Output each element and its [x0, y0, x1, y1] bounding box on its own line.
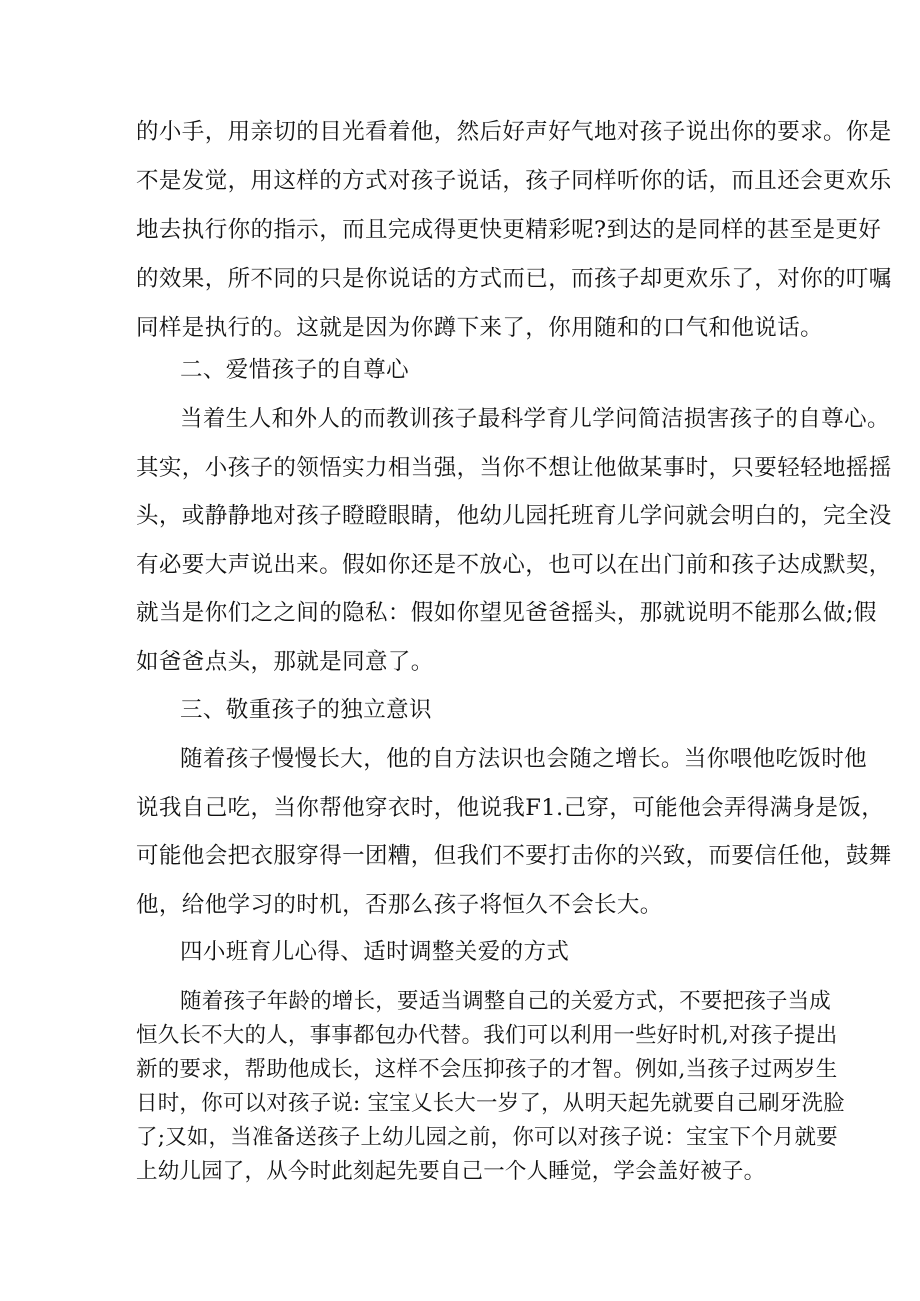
text-line: 当着生人和外人的而教训孩子最科学育儿学问简洁损害孩子的自尊心。	[180, 406, 890, 432]
text-line: 有必要大声说出来。假如你还是不放心，也可以在出门前和孩子达成默契，	[136, 551, 892, 578]
heading-text: 四小班育儿心得、适时调整关爱的方式	[180, 939, 570, 965]
heading-text: 二、爱惜孩子的自尊心	[180, 357, 410, 383]
text-line: 可能他会把衣服穿得一团糟，但我们不要打击你的兴致，而要信任他，鼓舞	[136, 843, 892, 869]
text-line: 了;又如，当准备送孩子上幼儿园之前，你可以对孩子说：宝宝下个月就要	[136, 1125, 838, 1150]
text-line: 随着孩子年龄的增长，要适当调整自己的关爱方式，不要把孩子当成	[180, 989, 832, 1014]
text-line: 头，或静静地对孩子瞪瞪眼睛，他幼儿园托班育儿学问就会明白的，完全没	[136, 503, 892, 529]
text-line: 的小手，用亲切的目光看着他，然后好声好气地对孩子说出你的要求。你是	[136, 119, 892, 145]
section-heading-4	[136, 937, 796, 967]
text-line: 就当是你们之之间的隐私：假如你望见爸爸摇头，那就说明不能那么做;假	[136, 600, 877, 626]
text-line: 日时，你可以对孩子说: 宝宝乂长大一岁了，从明天起先就要自己刷牙洗脸	[136, 1091, 845, 1116]
text-line: 他，给他学习的时机，否那么孩子将恒久不会长大。	[136, 891, 663, 918]
text-line: 上幼儿园了，从今时此刻起先要自己一个人睡觉，学会盖好被子。	[136, 1159, 766, 1184]
paragraph-2	[136, 404, 892, 695]
text-line: 地去执行你的指示，而且完成得更快更精彩呢?到达的是同样的甚至是更好	[136, 217, 882, 243]
paragraph-4	[136, 987, 845, 1191]
heading-text: 三、敬重孩子的独立意识	[180, 697, 432, 723]
text-line: 新的要求，帮助他成长，这样不会压抑孩子的才智。例如,当孩子过两岁生	[136, 1057, 838, 1082]
text-line: 其实，小孩子的领悟实力相当强，当你不想让他做某事时，只要轻轻地摇摇	[136, 454, 892, 481]
text-line: 的效果，所不同的只是你说话的方式而已，而孩子却更欢乐了，对你的叮嘱	[136, 266, 892, 292]
text-line: 随着孩子慢慢长大，他的自方法识也会随之增长。当你喂他吃饭时他	[180, 746, 868, 772]
text-line: 说我自己吃，当你帮他穿衣时，他说我F1.己穿，可能他会弄得满身是饭，	[136, 794, 885, 821]
text-line: 恒久长不大的人，事事都包办代替。我们可以利用一些好时机,对孩子提出	[136, 1023, 838, 1048]
section-heading-3	[136, 695, 796, 725]
section-heading-2	[136, 355, 796, 385]
text-line: 同样是执行的。这就是因为你蹲下来了，你用随和的口气和他说话。	[136, 315, 824, 341]
paragraph-continued	[136, 117, 892, 362]
paragraph-3	[136, 744, 892, 938]
text-line: 如爸爸点头，那就是同意了。	[136, 648, 434, 675]
text-line: 不是发觉，用这样的方式对孩子说话，孩子同样听你的话，而且还会更欢乐	[136, 168, 892, 194]
